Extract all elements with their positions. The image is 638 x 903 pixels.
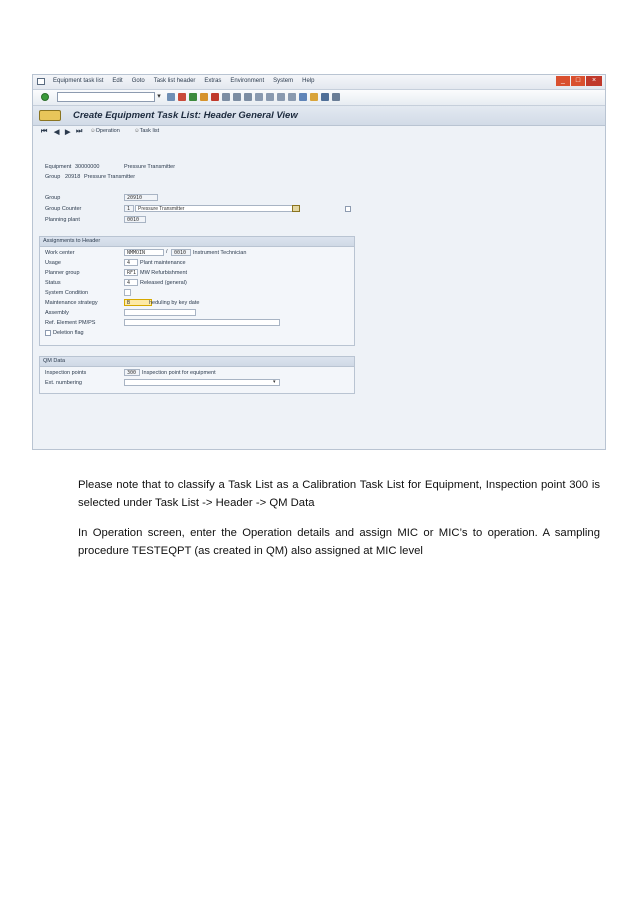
minimize-button[interactable]: _ [556,76,570,86]
work-center-label: Work center [45,250,75,256]
screen-title-bar [33,106,605,126]
work-center-field[interactable]: NMMOIN [124,249,164,256]
chevron-down-icon[interactable]: ▾ [273,379,276,385]
group-header-value: 20918 [65,174,81,180]
equipment-value: 30000000 [75,164,100,170]
exit-icon[interactable] [200,93,208,101]
maximize-button[interactable]: □ [571,76,585,86]
system-condition-field[interactable] [124,289,131,296]
group-label: Group [45,195,61,201]
assignments-group-title: Assignments to Header [40,237,354,247]
deletion-flag-checkbox[interactable] [45,330,51,336]
enter-icon[interactable] [41,93,49,101]
help-icon[interactable] [321,93,329,101]
ext-numbering-label: Ext. numbering [45,380,82,386]
inspection-points-desc: Inspection point for equipment [142,370,216,376]
usage-field[interactable]: 4 [124,259,138,266]
close-button[interactable]: × [586,76,602,86]
planning-plant-label: Planning plant [45,217,80,223]
menu-task-list-header[interactable]: Task list header [153,78,196,84]
standard-toolbar [33,90,605,106]
deletion-flag-label: Deletion flag [53,330,84,336]
first-record-icon[interactable]: ⏮ [41,128,48,135]
assembly-label: Assembly [45,310,69,316]
system-condition-label: System Condition [45,290,89,296]
group-counter-label: Group Counter [45,206,82,212]
person-icon: ☺ [134,128,140,134]
note-paragraph-1: Please note that to classify a Task List as a Calibration Task List for Equipment, Inspection point 300 is selected under Task List -> Header -> QM Data [78,479,600,510]
maint-strategy-label: Maintenance strategy [45,300,98,306]
save-icon[interactable] [178,93,186,101]
task-list-button[interactable] [134,128,159,134]
menu-extras[interactable]: Extras [204,78,222,84]
long-text-icon[interactable] [292,205,300,212]
system-menu-icon[interactable] [37,78,45,85]
equipment-desc: Pressure Transmitter [124,164,176,170]
transaction-icon [39,110,61,121]
long-text-checkbox[interactable] [345,206,351,212]
menu-goto[interactable]: Goto [131,78,145,84]
group-field[interactable]: 20910 [124,194,158,201]
first-page-icon[interactable] [255,93,263,101]
qm-data-group-title: QM Data [40,357,354,367]
previous-record-icon[interactable]: ◀ [54,129,60,136]
window-controls [555,76,602,86]
back-arrow-icon[interactable] [167,93,175,101]
ref-element-field[interactable] [124,319,280,326]
inspection-points-label: Inspection points [45,370,87,376]
usage-desc: Plant maintenance [140,260,186,266]
status-label: Status [45,280,61,286]
previous-page-icon[interactable] [266,93,274,101]
person-icon: ☺ [90,128,96,134]
operation-button[interactable] [90,128,120,134]
equipment-label: Equipment [45,164,72,170]
planning-plant-field[interactable]: 0010 [124,216,146,223]
task-list-label: Task list [139,128,160,134]
work-center-plant-field[interactable]: 0010 [171,249,191,256]
menu-edit[interactable]: Edit [112,78,123,84]
note-paragraph-2: In Operation screen, enter the Operation details and assign MIC or MIC’s to operation. A sampling procedure TESTEQPT (as created in QM) also assigned at MIC level [78,527,600,558]
plant-separator: / [166,249,168,255]
status-field[interactable]: 4 [124,279,138,286]
next-page-icon[interactable] [277,93,285,101]
group-counter-field[interactable]: 1 [124,205,134,212]
group-header-label: Group [45,174,61,180]
planner-group-desc: MW Refurbishment [140,270,188,276]
planner-group-field[interactable]: RF1 [124,269,138,276]
cancel-icon[interactable] [211,93,219,101]
operation-label: Operation [95,128,120,134]
maint-strategy-field[interactable]: B [124,299,152,306]
back-icon[interactable] [189,93,197,101]
find-icon[interactable] [233,93,241,101]
assembly-field[interactable] [124,309,196,316]
print-icon[interactable] [222,93,230,101]
application-toolbar [33,126,605,139]
usage-label: Usage [45,260,61,266]
maint-strategy-desc: heduling by key date [149,300,200,306]
menu-help[interactable]: Help [302,78,315,84]
menu-bar [33,75,605,90]
group-header-desc: Pressure Transmitter [84,174,136,180]
command-field[interactable] [57,92,155,102]
command-dropdown-icon[interactable]: ▾ [157,93,161,100]
page-title: Create Equipment Task List: Header General View [73,110,298,121]
last-page-icon[interactable] [288,93,296,101]
work-center-desc: Instrument Technician [193,250,247,256]
toolbar-icons [167,93,340,101]
menu-list [53,78,314,84]
menu-environment[interactable]: Environment [230,78,265,84]
find-next-icon[interactable] [244,93,252,101]
group-counter-desc-field[interactable]: Pressure Transmitter [135,205,299,212]
next-record-icon[interactable]: ▶ [65,129,71,136]
new-session-icon[interactable] [299,93,307,101]
menu-system[interactable]: System [273,78,294,84]
menu-equipment-task-list[interactable]: Equipment task list [53,78,104,84]
status-desc: Released (general) [140,280,187,286]
ext-numbering-select[interactable] [124,379,280,386]
planner-group-label: Planner group [45,270,80,276]
layout-icon[interactable] [332,93,340,101]
ref-element-label: Ref. Element PM/PS [45,320,96,326]
last-record-icon[interactable]: ⏭ [76,128,83,135]
inspection-points-field[interactable]: 300 [124,369,140,376]
sap-screenshot [32,74,606,450]
shortcut-icon[interactable] [310,93,318,101]
